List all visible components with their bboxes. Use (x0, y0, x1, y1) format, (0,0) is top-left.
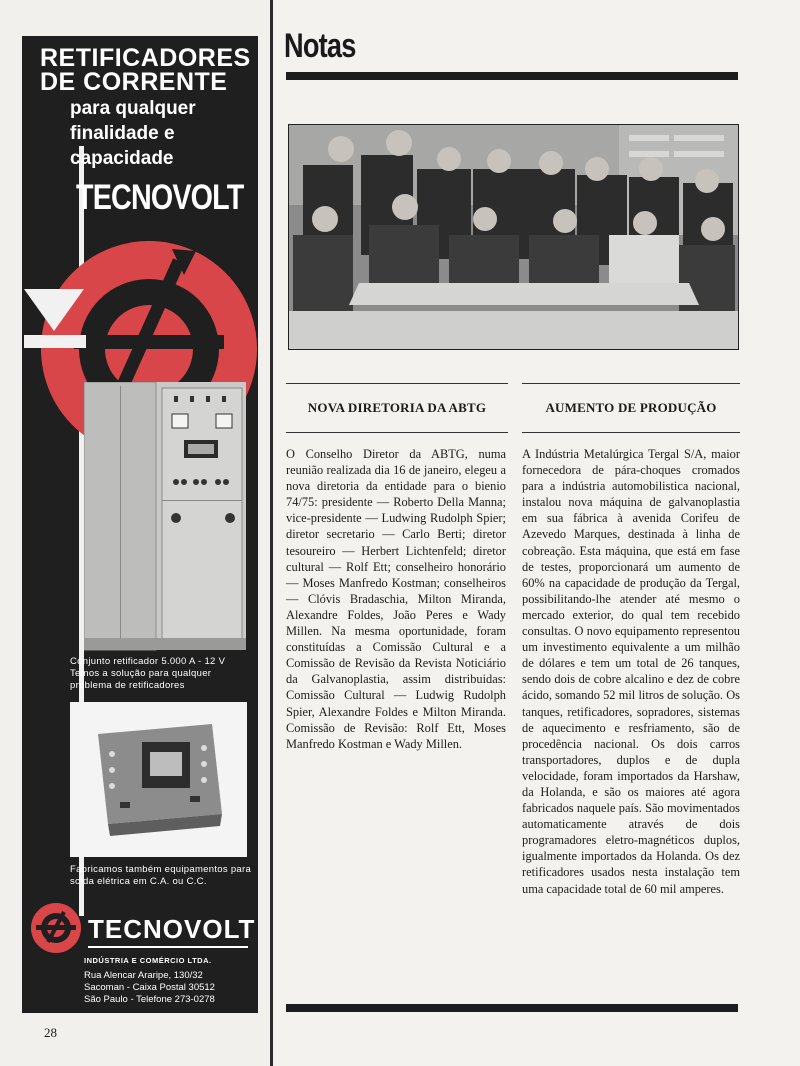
ad-headline: RETIFICADORES DE CORRENTE (40, 44, 251, 96)
page-gutter (270, 0, 273, 1066)
ad-brand: TECNOVOLT (76, 178, 244, 217)
footer-address (84, 970, 254, 1006)
ad-subheadline: para qualquer finalidade e capacidade (70, 98, 196, 169)
article-heading: AUMENTO DE PRODUÇÃO (545, 400, 717, 415)
address-line: Rua Alencar Araripe, 130/32 (84, 970, 203, 981)
address-line: São Paulo - Telefone 273-0278 (84, 994, 215, 1005)
section-title: Notas (284, 27, 356, 65)
article-heading: NOVA DIRETORIA DA ABTG (307, 400, 487, 415)
column-rule-bottom (522, 432, 740, 433)
address-line: Sacoman - Caixa Postal 30512 (84, 982, 215, 993)
ad-product-caption: Conjunto retificador 5.000 A - 12 V Temos a solução para qualquer problema de retificadores (70, 656, 226, 691)
footer-brand-name: TECNOVOLT (88, 914, 256, 944)
column-rule-top (522, 383, 740, 384)
top-rule (286, 72, 738, 80)
article-body: A Indústria Metalúrgica Tergal S/A, maior fornecedora de pára-choques cromados para a indústria automobilistica nacional, instalou nova máquina de galvanoplastia em sua fábrica à avenida Corifeu de Azevedo Marques, destinada à linha de cobreação. Esta máquina, que está em fase de testes, proporcionará um aumento de 60% na capacidade de produção da Tergal, possibilitando-lhe atender até mesmo o mercado exterior, do qual tem recebido consultas. O novo equipamento representou um investimento equivalente a um milhão de dólares e tem um total de 26 tanques, sendo dois de cobre alcalino e dez de cobre ácido, somando 52 mil litros de solução. Os tanques, retificadores, sopradores, sistemas de aquecimento e resfriamento, são de procedência nacional. Os dois carros transportadores, duplos e de dupla velocidade, foram importados da Harshaw, da Holanda, e são os maiores até agora fabricados naquele país. São movimentados automaticamente através de dois programadores eletro-magnéticos duplos, igualmente importados da Holanda. Os dez retificadores usados nesta instalação tem uma capacidade total de 60 mil amperes. (522, 447, 740, 896)
tecnovolt-advertisement (22, 36, 258, 1013)
footer-company-type: INDÚSTRIA E COMÉRCIO LTDA. (84, 956, 212, 965)
rectifier-cabinet-image (84, 382, 246, 652)
board-group-photo (288, 124, 739, 350)
article-body: O Conselho Diretor da ABTG, numa reunião realizada dia 16 de janeiro, elegeu a nova diretoria da entidade para o bienio 74/75: presidente — Roberto Della Manna; vice-presidente — Ludwing Rudolph Spier; diretor secretario — Carlo Berti; diretor tesoureiro — Herbert Lichtenfeld; diretor cultural — Rolf Ett; conselheiro honorário — Moses Manfredo Kostman; conselheiros — Clóvis Bradaschia, Milton Miranda, Alexandre Foldes, João Peres e Wady Millen. Na mesma oportunidade, foram constituídas a Comissão Cultural e a Comissão de Revisão da Revista Noticiário da Galvanoplastia, assim distribuidas: Comissão Cultural — Ludwig Rudolph Spier, Alexandre Foldes e Milton Miranda. Comissão de Revisão: Rolf Ett, Moses Manfredo Kostman e Wady Millen. (286, 447, 506, 751)
bottom-rule (286, 1004, 738, 1012)
ad-also-caption: Fabricamos também equipamentos para solda elétrica em C.A. ou C.C. (70, 864, 252, 887)
column-rule-top (286, 383, 508, 384)
left-page (0, 0, 270, 1066)
column-rule-bottom (286, 432, 508, 433)
tecnovolt-small-logo-icon (30, 902, 82, 954)
page-number: 28 (44, 1025, 57, 1040)
welding-equipment-image (70, 702, 247, 857)
group-photo-image (289, 125, 738, 349)
footer-rule (88, 946, 248, 948)
welding-equipment-photo (70, 702, 247, 857)
